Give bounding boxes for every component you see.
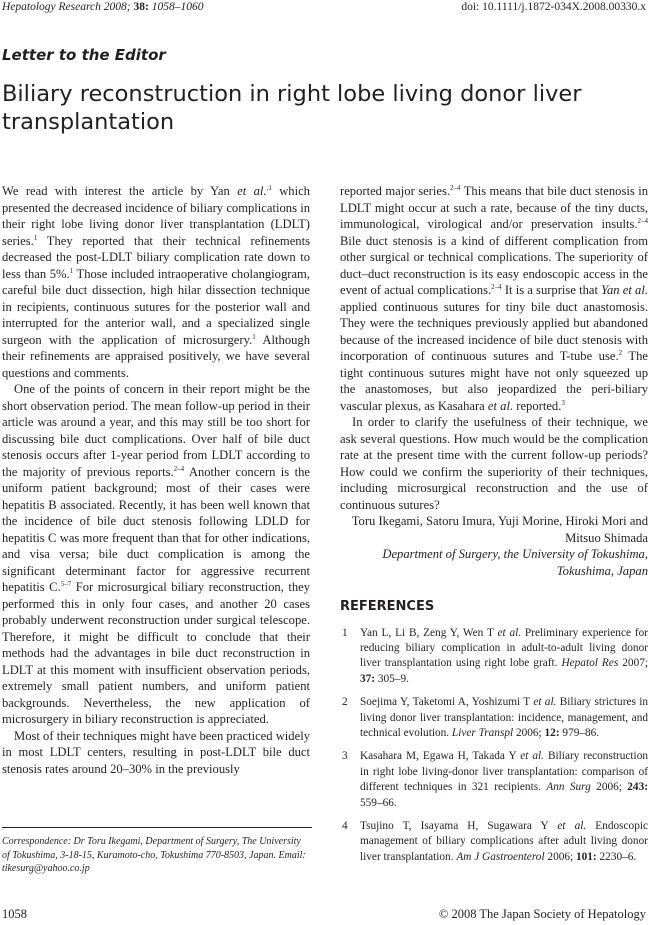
section-label: Letter to the Editor: [2, 46, 166, 64]
journal-name: Hepatology Research: [2, 1, 101, 13]
journal-pages: 1058–1060: [151, 1, 204, 13]
footnote-divider: [2, 827, 312, 828]
reference-item: 2 Soejima Y, Taketomi A, Yoshizumi T et al. Biliary strictures in living donor liver transplantation: incidence, management, and technical evolution. Liver Transpl 2006; 12: 979–86.: [342, 696, 648, 739]
journal-volume: 38:: [133, 1, 149, 13]
correspondence-footnote: Correspondence: Dr Toru Ikegami, Department of Surgery, The University of Tokushima, 3-18-15, Kuramoto-cho, Tokushima 770-8503, Japan. Email: tikesurg@yahoo.co.jp: [2, 836, 306, 874]
reference-item: 3 Kasahara M, Egawa H, Takada Y et al. Biliary reconstruction in right lobe living-donor liver transplantation: comparison of different techniques in 321 recipients. Ann Surg 2006; 243: 559–66.: [342, 750, 648, 809]
reference-item: 4 Tsujino T, Isayama H, Sugawara Y et al. Endoscopic management of biliary complications after adult living donor liver transplantation. Am J Gastroenterol 2006; 101: 2230–6.: [342, 819, 649, 863]
running-header-citation: [2, 1, 203, 13]
page-number: 1058: [2, 907, 27, 921]
body-paragraph-3-continued: reported major series.$^{2-4}$ This means that bile duct stenosis in LDLT might occur at such a rate, because of the tiny ducts, immunological, virological and/or preservation insults.$^{2-4}$ Bile duct stenosis is a kind of different complication from other surgical or technical complications. The superiority of duct–duct reconstruction is its easy endoscopic access in the event of actual complications.$^{2-4}$ It is a surprise that Yan et al. applied continuous sutures for tiny bile duct anastomosis. They were the techniques previously applied but abandoned because of the increased incidence of bile duct stenosis with incorporation of continuous sutures and T-tube use.$^2$ The tight continuous sutures might have not only squeezed up the anastomoses, but also jeopardized the peri-biliary vascular plexus, as Kasahara et al. reported.$^3$: [340, 184, 648, 413]
references-heading: REFERENCES: [340, 599, 435, 614]
running-header-doi: doi: 10.1111/j.1872-034X.2008.00330.x: [461, 1, 646, 13]
body-paragraph-4: In order to clarify the usefulness of their technique, we ask several questions. How much would be the complication rate at the present time with the current follow-up periods? How could we confirm the superiority of their techniques, including microsurgical reconstruction and the use of continuous sutures?: [340, 415, 648, 512]
author-affiliation: Department of Surgery, the University of Tokushima, Tokushima, Japan: [382, 547, 648, 578]
author-list: Toru Ikegami, Satoru Imura, Yuji Morine, Hiroki Mori and Mitsuo Shimada: [351, 514, 648, 545]
body-paragraph-1: We read with interest the article by Yan et al.$^{,1}$ which presented the decreased incidence of biliary complications in their right lobe living donor liver transplantation (LDLT) series.$^1$ They reported that their technical refinements decreased the post-LDLT biliary complication rate down to less than 5%.$^1$ Those included intraoperative cholangiogram, careful bile duct dissection, high hilar dissection technique in recipients, continuous sutures for the posterior wall and interrupted for the anterior wall, and a specialized single surgeon with the application of microsurgery.$^1$ Although their refinements are appraised positively, we have several questions and comments.: [2, 184, 311, 380]
reference-item: 1 Yan L, Li B, Zeng Y, Wen T et al. Preliminary experience for reducing biliary complication in adult-to-adult living donor liver transplantation using right lobe graft. Hepatol Res 2007; 37: 305–9.: [342, 626, 649, 685]
body-paragraph-2: One of the points of concern in their report might be the short observation period. The mean follow-up period in their article was around a year, and this may still be too short for discussing bile duct complications. Over half of bile duct stenosis occurs after 1-year period from LDLT according to the majority of previous reports.$^{2-4}$ Another concern is the uniform patient background; most of their cases were hepatitis B associated. Recently, it has been well known that the incidence of bile duct stenosis following LDLD for hepatitis C was more frequent than that for other indications, and visa versa; bile duct complication is among the significant determinant factor for aggressive recurrent hepatitis C.$^{5-7}$ For microsurgical biliary reconstruction, they performed this in only four cases, and another 20 cases probably underwent reconstruction under surgical telescope. Therefore, it might be difficult to conclude that their methods had the advantages in bile duct reconstruction in LDLT at this moment with insufficient observation periods, extremely small patient numbers, and uniform patient backgrounds. Nevertheless, the new application of microsurgery in biliary reconstruction is appreciated.: [2, 382, 310, 726]
right-column: [340, 183, 648, 873]
article-title: Biliary reconstruction in right lobe living donor liver transplantation: [2, 81, 582, 135]
left-column: [2, 183, 310, 777]
body-paragraph-3: Most of their techniques might have been practiced widely in most LDLT centers, resulting in post-LDLT bile duct stenosis rates around 20–30% in the previously: [2, 728, 310, 776]
journal-year: 2008;: [103, 1, 131, 13]
copyright-line: © 2008 The Japan Society of Hepatology: [438, 907, 646, 921]
